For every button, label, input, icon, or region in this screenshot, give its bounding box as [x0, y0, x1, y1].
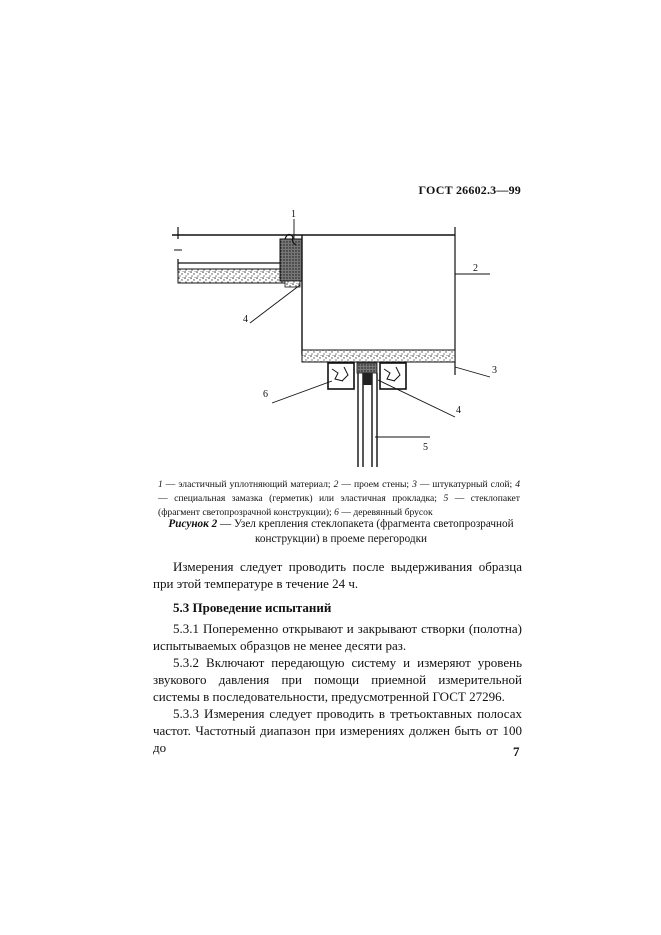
paragraph-5-3-2: 5.3.2 Включают передающую систему и измеряют уровень звукового давления при помощи приемной измерительной системы в последовательности, предусмотренной ГОСТ 27296. — [153, 655, 522, 704]
legend-text: — стеклопакет (фрагмент светопрозрачной конструкции); — [158, 493, 520, 518]
callout-4-bottom: 4 — [456, 405, 461, 416]
wood-block-left — [328, 363, 354, 389]
callout-2: 2 — [473, 263, 478, 274]
paragraph-5-3-3: 5.3.3 Измерения следует проводить в третьоктавных полосах частот. Частотный диапазон при измерениях должен быть от 100 до — [153, 706, 522, 755]
caption-text: — Узел крепления стеклопакета (фрагмента светопрозрачной конструкции) в проеме перегородки — [217, 518, 514, 545]
legend-text: — штукатурный слой; — [416, 479, 516, 490]
legend-text: — специальная замазка (герметик) или эластичная прокладка; — [158, 493, 444, 504]
legend-num: 3 — [412, 479, 417, 490]
figure-2-diagram — [160, 205, 505, 475]
leader-3 — [455, 367, 490, 377]
legend-text: — эластичный уплотняющий материал; — [162, 479, 334, 490]
legend-num: 4 — [515, 479, 520, 490]
callout-5: 5 — [423, 442, 428, 453]
legend-num: 2 — [333, 479, 339, 490]
spacer — [363, 373, 372, 385]
glazing-sealant — [357, 363, 377, 373]
figure-legend — [158, 478, 520, 520]
document-header: ГОСТ 26602.3—99 — [418, 183, 521, 197]
section-drawing — [160, 205, 505, 470]
legend-text: — проем стены; — [338, 479, 413, 490]
leader-6 — [272, 381, 332, 403]
leader-4-top — [250, 285, 300, 323]
paragraph-intro: Измерения следует проводить после выдерживания образца при этой температуре в течение 24 ч. — [153, 559, 522, 591]
elastic-seal — [280, 239, 302, 281]
callout-3: 3 — [492, 365, 497, 376]
legend-text: — деревянный брусок — [338, 507, 433, 518]
wood-block-right — [380, 363, 406, 389]
figure-caption — [160, 517, 522, 547]
callout-6: 6 — [263, 389, 268, 400]
page-number: 7 — [513, 744, 520, 759]
caption-label: Рисунок 2 — [168, 518, 218, 530]
legend-num: 5 — [443, 493, 449, 504]
legend-num: 6 — [334, 507, 339, 518]
paragraph-5-3-1: 5.3.1 Попеременно открывают и закрывают створки (полотна) испытываемых образцов не менее десяти раз. — [153, 621, 522, 653]
plaster-layer-lower — [302, 350, 455, 362]
sealant-joint — [285, 281, 300, 287]
leader-4-bottom — [378, 380, 455, 417]
callout-1: 1 — [291, 209, 296, 220]
section-heading: 5.3 Проведение испытаний — [173, 600, 332, 615]
legend-num: 1 — [158, 479, 163, 490]
callout-4-top: 4 — [243, 314, 248, 325]
